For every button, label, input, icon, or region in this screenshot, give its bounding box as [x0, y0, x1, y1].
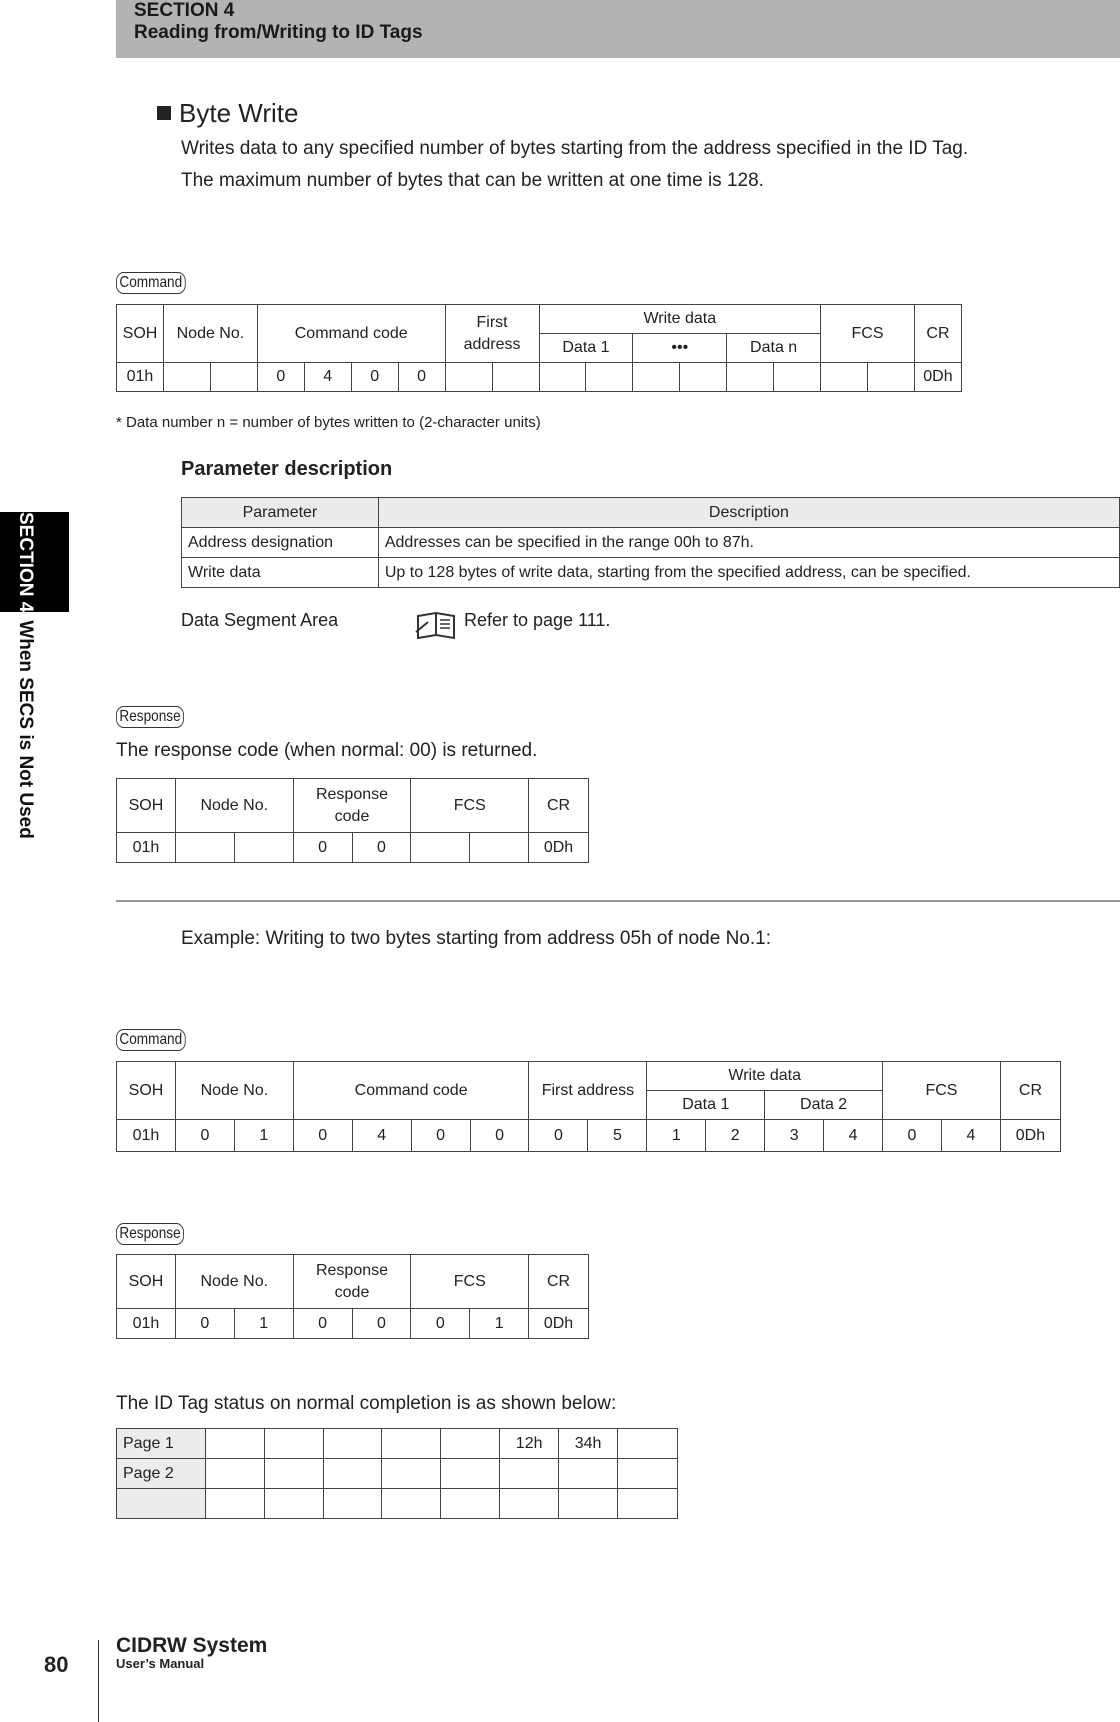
- page-title-text: Byte Write: [179, 98, 299, 128]
- intro-line-2: The maximum number of bytes that can be written at one time is 128.: [181, 170, 764, 191]
- val-cell: [774, 363, 821, 392]
- hdr-node: Node No.: [175, 1255, 293, 1309]
- response-tag: [116, 706, 196, 728]
- status-cell: [264, 1429, 323, 1459]
- val-cell: 01h: [117, 1309, 176, 1339]
- command-tag-label: Command: [116, 272, 186, 294]
- hdr-command-code: Command code: [293, 1062, 529, 1120]
- val-cell: 1: [470, 1309, 529, 1339]
- param-desc: Addresses can be specified in the range 00h to 87h.: [378, 528, 1119, 558]
- hdr-soh: SOH: [117, 1062, 176, 1120]
- command-tag: [116, 272, 198, 294]
- segment-ref: Refer to page 111.: [464, 610, 611, 630]
- hdr-write-data: Write data: [539, 305, 821, 334]
- intro-line-1: Writes data to any specified number of bytes starting from the address specified in the ID Tag.: [181, 138, 969, 159]
- val-cell: 0Dh: [1000, 1120, 1060, 1152]
- hdr-soh: SOH: [117, 779, 176, 833]
- val-soh: 01h: [117, 833, 176, 863]
- val-code-3: 0: [351, 363, 398, 392]
- val-cell: 0: [529, 1120, 588, 1152]
- example-text: Example: Writing to two bytes starting from address 05h of node No.1:: [181, 928, 771, 949]
- page-label: Page 1: [117, 1429, 206, 1459]
- val-cell: 0: [293, 1120, 352, 1152]
- val-code-2: 4: [304, 363, 351, 392]
- val-cell: [411, 833, 470, 863]
- val-cell: 0: [883, 1120, 942, 1152]
- val-cell: 1: [234, 1120, 293, 1152]
- page-number: 80: [44, 1652, 69, 1677]
- val-cell: 0: [411, 1309, 470, 1339]
- hdr-soh: SOH: [117, 305, 164, 363]
- hdr-fcs: FCS: [411, 779, 529, 833]
- status-cell: 34h: [559, 1429, 618, 1459]
- hdr-node: Node No.: [175, 779, 293, 833]
- status-cell: [559, 1459, 618, 1489]
- val-cell: 0: [175, 1309, 234, 1339]
- val-response-2: 0: [352, 833, 411, 863]
- hdr-command-code: Command code: [257, 305, 445, 363]
- command-format-table: [116, 304, 962, 392]
- val-cell: [492, 363, 539, 392]
- hdr-cr: CR: [1000, 1062, 1060, 1120]
- val-cell: [210, 363, 257, 392]
- val-cell: 0: [411, 1120, 470, 1152]
- val-cell: 2: [706, 1120, 765, 1152]
- param-name: Write data: [182, 558, 379, 588]
- val-cell: [680, 363, 727, 392]
- page-label: Page 2: [117, 1459, 206, 1489]
- hdr-node: Node No.: [163, 305, 257, 363]
- status-cell: [205, 1429, 264, 1459]
- val-response-1: 0: [293, 833, 352, 863]
- param-desc: Up to 128 bytes of write data, starting from the specified address, can be specified.: [378, 558, 1119, 588]
- hdr-response-code: Response code: [293, 779, 411, 833]
- response-tag-label: Response: [116, 706, 184, 728]
- val-cell: 0: [293, 1309, 352, 1339]
- val-cell: [727, 363, 774, 392]
- hdr-soh: SOH: [117, 1255, 176, 1309]
- status-cell: [500, 1489, 559, 1519]
- status-cell: [618, 1429, 678, 1459]
- hdr-data-1: Data 1: [647, 1091, 765, 1120]
- footer-divider: [98, 1640, 99, 1722]
- response-format-table: [116, 778, 589, 863]
- square-bullet-icon: [157, 106, 171, 120]
- status-cell: [264, 1489, 323, 1519]
- id-tag-status-table: [116, 1428, 678, 1519]
- status-cell: [382, 1459, 441, 1489]
- val-cell: 5: [588, 1120, 647, 1152]
- hdr-data-1: Data 1: [539, 334, 633, 363]
- status-cell: [618, 1489, 678, 1519]
- val-cell: [586, 363, 633, 392]
- example-command-table: [116, 1061, 1061, 1152]
- val-cell: 0: [470, 1120, 529, 1152]
- val-cell: 0: [175, 1120, 234, 1152]
- header-section: SECTION 4: [134, 0, 235, 21]
- hdr-cr: CR: [529, 1255, 589, 1309]
- val-cell: [163, 363, 210, 392]
- command-tag: [116, 1029, 198, 1051]
- param-name: Address designation: [182, 528, 379, 558]
- hdr-fcs: FCS: [411, 1255, 529, 1309]
- header-title: Reading from/Writing to ID Tags: [134, 22, 423, 43]
- status-cell: [382, 1429, 441, 1459]
- val-cell: [175, 833, 234, 863]
- hdr-write-data: Write data: [647, 1062, 883, 1091]
- val-cell: 01h: [117, 1120, 176, 1152]
- hdr-first-address: First address: [529, 1062, 647, 1120]
- val-cell: 0Dh: [529, 1309, 589, 1339]
- val-cell: 4: [941, 1120, 1000, 1152]
- side-tab-label: [14, 512, 36, 839]
- hdr-data-n: Data n: [727, 334, 821, 363]
- page-label: [117, 1489, 206, 1519]
- val-cell: 0: [352, 1309, 411, 1339]
- manual-name: User’s Manual: [116, 1656, 205, 1671]
- val-cr: 0Dh: [914, 363, 961, 392]
- section-header: [116, 0, 1120, 58]
- status-cell: [441, 1489, 500, 1519]
- parameter-table: [181, 497, 1120, 588]
- book-icon: [414, 608, 458, 647]
- status-cell: [323, 1459, 382, 1489]
- hdr-first-address: First address: [445, 305, 539, 363]
- status-cell: [323, 1429, 382, 1459]
- response-text: The response code (when normal: 00) is returned.: [116, 740, 538, 761]
- val-cell: 3: [765, 1120, 824, 1152]
- val-cell: [234, 833, 293, 863]
- divider: [116, 900, 1120, 902]
- val-code-1: 0: [257, 363, 304, 392]
- val-cell: [633, 363, 680, 392]
- status-cell: [559, 1489, 618, 1519]
- status-cell: [264, 1459, 323, 1489]
- val-soh: 01h: [117, 363, 164, 392]
- hdr-fcs: FCS: [883, 1062, 1001, 1120]
- hdr-cr: CR: [529, 779, 589, 833]
- param-title: Parameter description: [181, 458, 393, 480]
- status-cell: [441, 1459, 500, 1489]
- val-cell: [539, 363, 586, 392]
- footnote: * Data number n = number of bytes written to (2-character units): [116, 414, 541, 431]
- product-name: CIDRW System: [116, 1634, 268, 1657]
- val-cell: 4: [824, 1120, 883, 1152]
- page-title: [157, 98, 298, 129]
- hdr-dots: •••: [633, 334, 727, 363]
- val-cell: [867, 363, 914, 392]
- status-text: The ID Tag status on normal completion is as shown below:: [116, 1393, 617, 1414]
- status-cell: [441, 1429, 500, 1459]
- status-cell: [618, 1459, 678, 1489]
- status-cell: 12h: [500, 1429, 559, 1459]
- side-tab-section: SECTION 4: [15, 512, 36, 613]
- command-tag-label: Command: [116, 1029, 186, 1051]
- val-cell: 1: [647, 1120, 706, 1152]
- status-cell: [205, 1489, 264, 1519]
- hdr-fcs: FCS: [821, 305, 915, 363]
- val-cell: [470, 833, 529, 863]
- desc-header: Description: [378, 498, 1119, 528]
- hdr-node: Node No.: [175, 1062, 293, 1120]
- example-response-table: [116, 1254, 589, 1339]
- val-cell: 1: [234, 1309, 293, 1339]
- status-cell: [205, 1459, 264, 1489]
- response-tag: [116, 1223, 196, 1245]
- hdr-response-code: Response code: [293, 1255, 411, 1309]
- status-cell: [382, 1489, 441, 1519]
- hdr-data-2: Data 2: [765, 1091, 883, 1120]
- response-tag-label: Response: [116, 1223, 184, 1245]
- param-header: Parameter: [182, 498, 379, 528]
- side-tab-title: When SECS is Not Used: [15, 620, 36, 839]
- hdr-cr: CR: [914, 305, 961, 363]
- val-code-4: 0: [398, 363, 445, 392]
- val-cell: 4: [352, 1120, 411, 1152]
- val-cell: [445, 363, 492, 392]
- val-cr: 0Dh: [529, 833, 589, 863]
- segment-label: Data Segment Area: [181, 610, 339, 630]
- status-cell: [323, 1489, 382, 1519]
- val-cell: [821, 363, 868, 392]
- status-cell: [500, 1459, 559, 1489]
